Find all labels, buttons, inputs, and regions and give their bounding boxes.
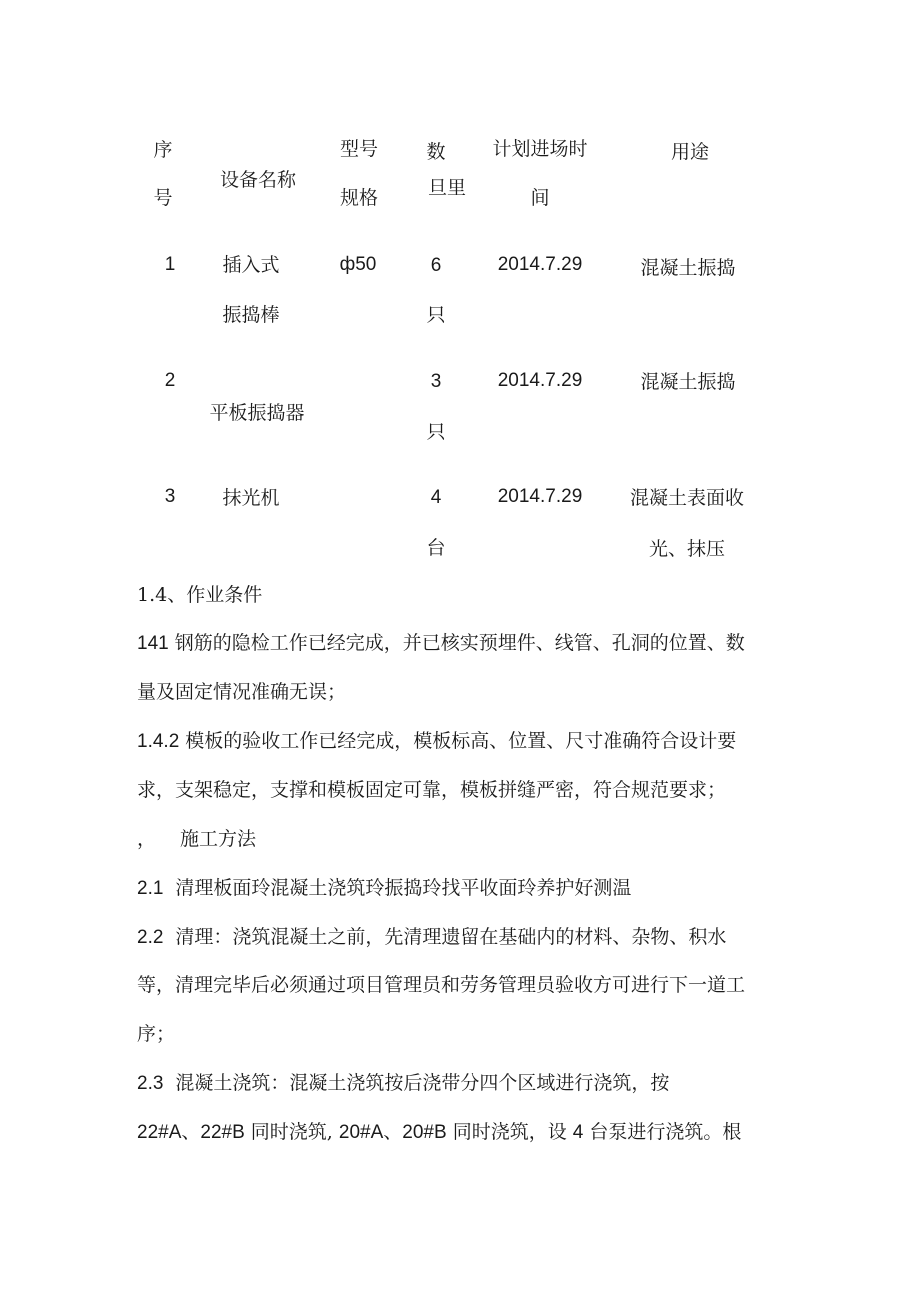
row-qty-number: 3 xyxy=(430,371,442,392)
row-date: 2014.7.29 xyxy=(497,486,583,507)
paragraph-text: 清理板面玲混凝土浇筑玲振捣玲找平收面玲养护好测温 xyxy=(175,877,632,899)
paragraph-text: 、 xyxy=(383,1121,403,1143)
paragraph-1-4-1-line2 xyxy=(137,680,787,704)
row-name-line1: 插入式 xyxy=(222,254,280,276)
header-model-line1: 型号 xyxy=(339,138,379,160)
row-qty-number: 4 xyxy=(430,487,442,508)
paragraph-text: 模板的验收工作已经完成，模板标高、位置、尺寸准确符合设计要 xyxy=(179,730,737,752)
paragraph-2-2-line2 xyxy=(137,973,787,997)
paragraph-text: 量及固定情况准确无误； xyxy=(137,681,347,703)
clause-number: 2.2 xyxy=(137,927,164,948)
paragraph-1-4-2-line2 xyxy=(137,778,787,802)
paragraph-2-3-line1 xyxy=(137,1071,787,1096)
row-name-line2: 振捣棒 xyxy=(222,304,280,326)
paragraph-1-4-2-line1 xyxy=(137,729,787,754)
header-time-line1: 计划进场时 xyxy=(492,138,588,160)
header-use: 用途 xyxy=(670,141,710,163)
header-model-line2: 规格 xyxy=(339,187,379,209)
paragraph-text: 同时浇筑，设 xyxy=(446,1121,573,1143)
header-time-line2: 间 xyxy=(530,187,550,209)
row-qty-unit: 只 xyxy=(426,304,446,326)
row-qty-unit: 台 xyxy=(426,537,446,559)
row-model: ф50 xyxy=(339,254,377,275)
row-use-line1: 混凝土表面收 xyxy=(629,487,745,509)
clause-number: 2.1 xyxy=(137,878,164,899)
row-seq: 3 xyxy=(164,486,176,507)
row-use-line1: 混凝土振捣 xyxy=(640,371,736,393)
paragraph-text: 等，清理完毕后必须通过项目管理员和劳务管理员验收方可进行下一道工 xyxy=(137,974,746,996)
row-date: 2014.7.29 xyxy=(497,370,583,391)
row-qty-number: 6 xyxy=(430,255,442,276)
paragraph-text: 同时浇筑, xyxy=(244,1121,339,1143)
paragraph-text: 清理：浇筑混凝土之前，先清理遗留在基础内的材料、杂物、积水 xyxy=(175,926,727,948)
header-seq-line1: 序 xyxy=(153,139,173,161)
paragraph-2-2-line3 xyxy=(137,1022,787,1046)
row-use-line2: 光、抹压 xyxy=(648,538,726,560)
paragraph-text: 台泵进行浇筑。根 xyxy=(583,1121,742,1143)
section-title: 施工方法 xyxy=(180,828,257,850)
paragraph-1-4-1-line1 xyxy=(137,631,787,656)
section-title: 1.4、作业条件 xyxy=(137,584,263,606)
paragraph-text: 混凝土浇筑：混凝土浇筑按后浇带分四个区域进行浇筑，按 xyxy=(175,1072,670,1094)
section-2-title xyxy=(137,827,787,851)
paragraph-2-2-line1 xyxy=(137,925,787,950)
header-qty-line1: 数 xyxy=(426,141,446,163)
header-equipment-name: 设备名称 xyxy=(219,169,297,191)
section-1-4-title xyxy=(137,583,787,607)
clause-number: 1.4.2 xyxy=(137,731,180,752)
header-qty-line2: 旦里 xyxy=(427,177,467,199)
section-mark: ， xyxy=(137,828,157,850)
row-seq: 2 xyxy=(164,370,176,391)
row-date: 2014.7.29 xyxy=(497,254,583,275)
paragraph-text: 求，支架稳定，支撑和模板固定可靠，模板拼缝严密，符合规范要求； xyxy=(137,779,727,801)
paragraph-text: 、 xyxy=(181,1121,201,1143)
pump-count: 4 xyxy=(572,1122,584,1143)
clause-number: 141 xyxy=(137,633,169,654)
row-name-line1: 平板振捣器 xyxy=(209,402,305,424)
paragraph-text: 钢筋的隐检工作已经完成，并已核实预埋件、线管、孔洞的位置、数 xyxy=(168,632,745,654)
zone-code: 22#B xyxy=(200,1122,245,1143)
paragraph-2-3-line2 xyxy=(137,1120,787,1145)
paragraph-2-1 xyxy=(137,876,787,901)
clause-number: 2.3 xyxy=(137,1073,164,1094)
row-seq: 1 xyxy=(164,254,176,275)
row-use-line1: 混凝土振捣 xyxy=(640,257,736,279)
row-qty-unit: 只 xyxy=(426,421,446,443)
paragraph-text: 序； xyxy=(137,1023,176,1045)
zone-code: 20#B xyxy=(402,1122,447,1143)
header-seq-line2: 号 xyxy=(153,187,173,209)
zone-code: 22#A xyxy=(137,1122,182,1143)
zone-code: 20#A xyxy=(338,1122,384,1143)
row-name-line1: 抹光机 xyxy=(222,487,280,509)
